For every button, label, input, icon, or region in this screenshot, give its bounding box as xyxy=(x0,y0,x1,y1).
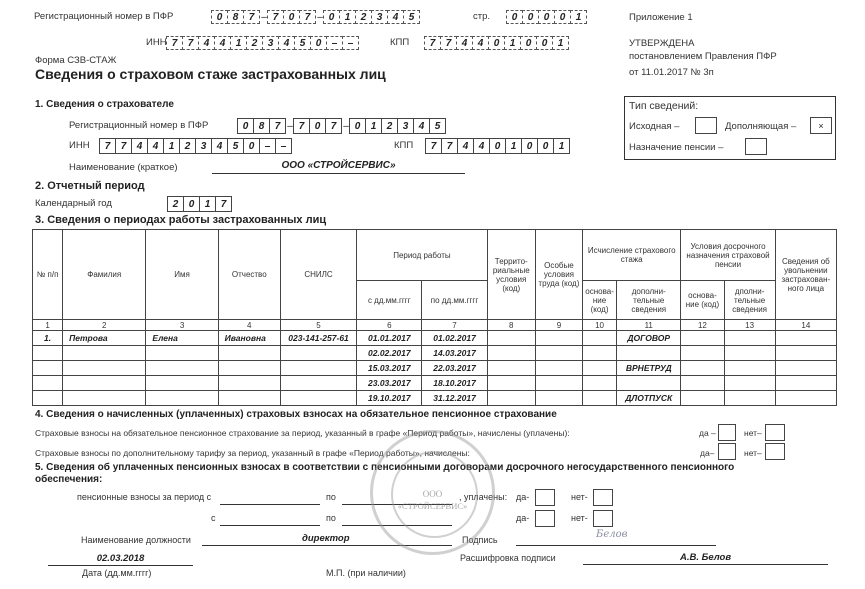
cell-c12[interactable] xyxy=(681,346,724,361)
th-num: № п/п xyxy=(33,230,63,320)
header-inn-cell[interactable]: – xyxy=(326,36,343,50)
header-inn-cell[interactable]: 7 xyxy=(182,36,199,50)
header-inn-cell[interactable]: 3 xyxy=(262,36,279,50)
th-early-basis: основа-ние (код) xyxy=(681,281,724,320)
column-number: 12 xyxy=(681,320,724,331)
cell-c9[interactable] xyxy=(535,361,582,376)
cell-num[interactable] xyxy=(33,391,63,406)
cell-c12[interactable] xyxy=(681,331,724,346)
page-number-cell[interactable]: 0 xyxy=(538,10,555,24)
year-cells[interactable] xyxy=(168,196,232,212)
cell-c12[interactable] xyxy=(681,361,724,376)
cell-snils[interactable] xyxy=(280,376,356,391)
s1-name-value: ООО «СТРОЙСЕРВИС» xyxy=(281,160,396,171)
table-row xyxy=(33,331,837,346)
header-reg-cell[interactable]: 2 xyxy=(355,10,372,24)
header-reg-cell[interactable]: 0 xyxy=(323,10,340,24)
header-kpp-cell[interactable]: 0 xyxy=(520,36,537,50)
cell-c9[interactable] xyxy=(535,331,582,346)
section5-title-cont: обеспечения: xyxy=(35,474,103,485)
header-inn-cell[interactable]: 4 xyxy=(278,36,295,50)
header-inn-cell[interactable]: 5 xyxy=(294,36,311,50)
column-number: 9 xyxy=(535,320,582,331)
cell-c14[interactable] xyxy=(775,361,836,376)
header-kpp-cell[interactable]: 0 xyxy=(536,36,553,50)
cell-to[interactable]: 14.03.2017 xyxy=(422,346,487,361)
separator-dash: – xyxy=(343,120,349,132)
header-reg-cell[interactable]: 7 xyxy=(267,10,284,24)
th-early-extra: дполни-тельные сведения xyxy=(724,281,775,320)
s5-yes1-label: да- xyxy=(516,492,530,502)
th-special: Особые условия труда (код) xyxy=(535,230,582,320)
info-type-title: Тип сведений: xyxy=(629,100,699,112)
th-snils: СНИЛС xyxy=(280,230,356,320)
cell-num[interactable] xyxy=(33,376,63,391)
cell-c12[interactable] xyxy=(681,391,724,406)
approved-date: от 11.01.2017 № 3п xyxy=(629,67,714,78)
pension-label: Назначение пенсии – xyxy=(629,142,724,153)
header-kpp-cell[interactable]: 1 xyxy=(552,36,569,50)
cell-c9[interactable] xyxy=(535,391,582,406)
header-inn-cell[interactable]: 7 xyxy=(166,36,183,50)
separator-dash: – xyxy=(317,11,323,23)
column-number: 11 xyxy=(617,320,681,331)
separator-dash: – xyxy=(287,120,293,132)
column-number: 6 xyxy=(357,320,422,331)
column-number: 10 xyxy=(583,320,617,331)
column-number: 4 xyxy=(218,320,280,331)
s1-reg-cell[interactable]: 0 xyxy=(349,118,366,134)
th-calc-basis: основа-ние (код) xyxy=(583,281,617,320)
s5-from1-field[interactable] xyxy=(220,493,320,505)
s1-reg-cell[interactable]: 1 xyxy=(365,118,382,134)
section4-title: 4. Сведения о начисленных (уплаченных) страховых взносах на обязательное пенсионное страхование xyxy=(35,409,557,420)
stamp-line2: «СТРОЙСЕРВИС» xyxy=(397,501,468,511)
s1-inn-cell[interactable]: – xyxy=(275,138,292,154)
cell-c10[interactable] xyxy=(583,346,617,361)
header-inn-cell[interactable]: 4 xyxy=(198,36,215,50)
cell-c11[interactable]: ДОГОВОР xyxy=(617,331,681,346)
cell-c9[interactable] xyxy=(535,376,582,391)
cell-snils[interactable] xyxy=(280,391,356,406)
header-inn-cell[interactable]: 4 xyxy=(214,36,231,50)
s5-no2-checkbox[interactable] xyxy=(593,510,613,527)
date-label: Дата (дд.мм.гггг) xyxy=(82,568,152,578)
form-name: Форма СЗВ-СТАЖ xyxy=(35,55,117,66)
header-kpp-cell[interactable]: 7 xyxy=(424,36,441,50)
s5-from2-label: с xyxy=(211,513,216,523)
date-value: 02.03.2018 xyxy=(96,553,145,564)
s1-inn-cell[interactable]: 2 xyxy=(179,138,196,154)
cell-c13[interactable] xyxy=(724,331,775,346)
initial-label: Исходная – xyxy=(629,121,680,132)
cell-c14[interactable] xyxy=(775,391,836,406)
s1-kpp-cell[interactable]: 1 xyxy=(553,138,570,154)
column-number: 8 xyxy=(487,320,535,331)
cell-name[interactable] xyxy=(146,391,218,406)
s5-paid-label: , уплачены: xyxy=(459,492,508,502)
cell-surname[interactable] xyxy=(63,346,146,361)
header-reg-cell[interactable]: 5 xyxy=(403,10,420,24)
header-reg-cell[interactable]: 8 xyxy=(227,10,244,24)
th-name: Имя xyxy=(146,230,218,320)
section5-title: 5. Сведения об уплаченных пенсионных взносах в соответствии с пенсионными договорами досрочного негосударственного пенсионного xyxy=(35,462,735,473)
table-row xyxy=(33,376,837,391)
s1-name-label: Наименование (краткое) xyxy=(69,162,178,173)
seal-label: М.П. (при наличии) xyxy=(326,568,406,578)
cell-c11[interactable] xyxy=(617,346,681,361)
cell-patronymic[interactable] xyxy=(218,391,280,406)
position-value: директор xyxy=(302,533,350,544)
s1-reg-cell[interactable]: 7 xyxy=(293,118,310,134)
s1-inn-cell[interactable]: 7 xyxy=(115,138,132,154)
s1-inn-cell[interactable]: – xyxy=(259,138,276,154)
s4-yes1-checkbox[interactable] xyxy=(718,424,736,441)
s5-to2-label: по xyxy=(326,513,336,523)
s4-yes2-checkbox[interactable] xyxy=(718,443,736,460)
s5-yes2-label: да- xyxy=(516,513,530,523)
page-number-cell[interactable]: 0 xyxy=(506,10,523,24)
cell-surname[interactable] xyxy=(63,391,146,406)
s4-no1-checkbox[interactable] xyxy=(765,424,785,441)
cell-from[interactable]: 19.10.2017 xyxy=(357,391,422,406)
th-dismissal: Сведения об увольнении застрахован-ного лица xyxy=(775,230,836,320)
cell-patronymic[interactable]: Ивановна xyxy=(218,331,280,346)
cell-name[interactable] xyxy=(146,376,218,391)
cell-c10[interactable] xyxy=(583,391,617,406)
cell-c8[interactable] xyxy=(487,361,535,376)
page-number-cell[interactable]: 1 xyxy=(570,10,587,24)
company-stamp xyxy=(370,430,495,555)
s5-to1-label: по xyxy=(326,492,336,502)
cell-to[interactable]: 01.02.2017 xyxy=(422,331,487,346)
s1-inn-cell[interactable]: 7 xyxy=(99,138,116,154)
cell-c9[interactable] xyxy=(535,346,582,361)
s1-reg-cell[interactable]: 2 xyxy=(381,118,398,134)
s1-kpp-cell[interactable]: 0 xyxy=(489,138,506,154)
cell-from[interactable]: 15.03.2017 xyxy=(357,361,422,376)
column-number: 13 xyxy=(724,320,775,331)
s1-kpp-cell[interactable]: 4 xyxy=(457,138,474,154)
kpp-label: КПП xyxy=(390,37,410,48)
work-periods-table xyxy=(32,229,837,406)
page-number-cells[interactable] xyxy=(507,10,587,24)
cell-c12[interactable] xyxy=(681,376,724,391)
cell-num[interactable]: 1. xyxy=(33,331,63,346)
date-field[interactable] xyxy=(48,553,193,566)
section2-title: 2. Отчетный период xyxy=(35,180,145,192)
cell-c14[interactable] xyxy=(775,346,836,361)
header-kpp-cell[interactable]: 1 xyxy=(504,36,521,50)
cell-name[interactable] xyxy=(146,361,218,376)
year-label: Календарный год xyxy=(35,198,112,209)
cell-snils[interactable] xyxy=(280,346,356,361)
s5-yes2-checkbox[interactable] xyxy=(535,510,555,527)
s1-reg-cell[interactable]: 0 xyxy=(237,118,254,134)
decode-value: А.В. Белов xyxy=(680,552,732,563)
cell-surname[interactable] xyxy=(63,361,146,376)
s1-inn-cells[interactable] xyxy=(100,138,292,154)
cell-num[interactable] xyxy=(33,361,63,376)
cell-c8[interactable] xyxy=(487,376,535,391)
s4-yes1-label: да – xyxy=(699,428,716,438)
s5-from2-field[interactable] xyxy=(220,514,320,526)
additional-label: Дополняющая – xyxy=(725,121,797,132)
cell-patronymic[interactable] xyxy=(218,376,280,391)
initial-checkbox[interactable] xyxy=(695,117,717,134)
header-reg-cell[interactable]: 7 xyxy=(243,10,260,24)
header-reg-number-cells[interactable] xyxy=(212,10,420,24)
header-kpp-cells[interactable] xyxy=(425,36,569,50)
cell-from[interactable]: 23.03.2017 xyxy=(357,376,422,391)
additional-mark: × xyxy=(818,120,824,131)
cell-snils[interactable] xyxy=(280,361,356,376)
cell-num[interactable] xyxy=(33,346,63,361)
inn-label: ИНН xyxy=(146,37,167,48)
header-reg-cell[interactable]: 3 xyxy=(371,10,388,24)
th-early: Условия досрочного назначения страховой пенсии xyxy=(681,230,775,281)
cell-to[interactable]: 22.03.2017 xyxy=(422,361,487,376)
s1-inn-cell[interactable]: 4 xyxy=(131,138,148,154)
th-territorial: Террито-риальные условия (код) xyxy=(487,230,535,320)
th-patronymic: Отчество xyxy=(218,230,280,320)
s1-inn-cell[interactable]: 5 xyxy=(227,138,244,154)
info-type-panel xyxy=(624,96,836,160)
header-inn-cell[interactable]: 1 xyxy=(230,36,247,50)
th-period-from: с дд.мм.гггг xyxy=(357,281,422,320)
s1-inn-cell[interactable]: 4 xyxy=(147,138,164,154)
cell-c8[interactable] xyxy=(487,346,535,361)
cell-c13[interactable] xyxy=(724,346,775,361)
column-number: 14 xyxy=(775,320,836,331)
s1-reg-cell[interactable]: 0 xyxy=(309,118,326,134)
decode-field[interactable] xyxy=(583,552,828,565)
cell-to[interactable]: 18.10.2017 xyxy=(422,376,487,391)
stamp-line1: ООО xyxy=(422,489,443,499)
page-title: Сведения о страховом стаже застрахованных лиц xyxy=(35,66,386,82)
page-number-cell[interactable]: 0 xyxy=(522,10,539,24)
header-reg-cell[interactable]: 4 xyxy=(387,10,404,24)
signature-field[interactable] xyxy=(516,529,716,546)
header-reg-cell[interactable]: 0 xyxy=(283,10,300,24)
s4-no2-checkbox[interactable] xyxy=(765,443,785,460)
th-calc-extra: дополни-тельные сведения xyxy=(617,281,681,320)
header-inn-cells[interactable] xyxy=(167,36,359,50)
s5-yes1-checkbox[interactable] xyxy=(535,489,555,506)
approved-label: УТВЕРЖДЕНА xyxy=(629,38,695,49)
header-inn-cell[interactable]: 0 xyxy=(310,36,327,50)
cell-c13[interactable] xyxy=(724,391,775,406)
cell-c11[interactable]: ВРНЕТРУД xyxy=(617,361,681,376)
column-numbers-row xyxy=(33,320,837,331)
s1-kpp-label: КПП xyxy=(394,140,414,151)
header-reg-cell[interactable]: 7 xyxy=(299,10,316,24)
column-number: 3 xyxy=(146,320,218,331)
year-cell[interactable]: 0 xyxy=(183,196,200,212)
column-number: 1 xyxy=(33,320,63,331)
additional-checkbox[interactable] xyxy=(810,117,832,134)
cell-c11[interactable] xyxy=(617,376,681,391)
header-kpp-cell[interactable]: 4 xyxy=(456,36,473,50)
cell-c13[interactable] xyxy=(724,361,775,376)
column-number: 2 xyxy=(63,320,146,331)
s1-reg-label: Регистрационный номер в ПФР xyxy=(69,120,209,131)
pension-checkbox[interactable] xyxy=(745,138,767,155)
section3-title: 3. Сведения о периодах работы застрахованных лиц xyxy=(35,214,327,226)
s1-kpp-cells[interactable] xyxy=(426,138,570,154)
s1-reg-cell[interactable]: 5 xyxy=(429,118,446,134)
s4-no2-label: нет– xyxy=(744,448,762,458)
th-calc: Исчисление страхового стажа xyxy=(583,230,681,281)
s5-no1-checkbox[interactable] xyxy=(593,489,613,506)
th-period-to: по дд.мм.гггг xyxy=(422,281,487,320)
s1-kpp-cell[interactable]: 7 xyxy=(441,138,458,154)
cell-from[interactable]: 02.02.2017 xyxy=(357,346,422,361)
s5-period-label: пенсионные взносы за период с xyxy=(77,492,212,502)
s1-kpp-cell[interactable]: 0 xyxy=(537,138,554,154)
cell-surname[interactable] xyxy=(63,376,146,391)
th-period: Период работы xyxy=(357,230,487,281)
s1-kpp-cell[interactable]: 7 xyxy=(425,138,442,154)
cell-c14[interactable] xyxy=(775,376,836,391)
year-cell[interactable]: 2 xyxy=(167,196,184,212)
s1-name-field[interactable] xyxy=(212,160,465,174)
header-inn-cell[interactable]: 2 xyxy=(246,36,263,50)
position-label: Наименование должности xyxy=(81,535,191,545)
decode-label: Расшифровка подписи xyxy=(460,553,556,563)
s1-kpp-cell[interactable]: 0 xyxy=(521,138,538,154)
s1-reg-cell[interactable]: 3 xyxy=(397,118,414,134)
table-row xyxy=(33,391,837,406)
s1-inn-cell[interactable]: 1 xyxy=(163,138,180,154)
cell-patronymic[interactable] xyxy=(218,346,280,361)
s1-kpp-cell[interactable]: 4 xyxy=(473,138,490,154)
cell-c13[interactable] xyxy=(724,376,775,391)
header-reg-cell[interactable]: 1 xyxy=(339,10,356,24)
sign-label: Подпись xyxy=(462,535,498,545)
cell-snils[interactable]: 023-141-257-61 xyxy=(280,331,356,346)
cell-c10[interactable] xyxy=(583,361,617,376)
approved-by: постановлением Правления ПФР xyxy=(629,51,777,62)
header-kpp-cell[interactable]: 4 xyxy=(472,36,489,50)
year-cell[interactable]: 7 xyxy=(215,196,232,212)
s1-reg-cell[interactable]: 7 xyxy=(325,118,342,134)
s4-line1: Страховые взносы на обязательное пенсионное страхование за период, указанный в графе «Период работы», начислены (уплачены): xyxy=(35,428,570,438)
s1-inn-cell[interactable]: 0 xyxy=(243,138,260,154)
cell-name[interactable]: Елена xyxy=(146,331,218,346)
s1-reg-cell[interactable]: 4 xyxy=(413,118,430,134)
s4-line2: Страховые взносы по дополнительному тарифу за период, указанный в графе «Период работы», начислены: xyxy=(35,448,470,458)
header-inn-cell[interactable]: – xyxy=(342,36,359,50)
cell-c11[interactable]: ДЛОТПУСК xyxy=(617,391,681,406)
th-surname: Фамилия xyxy=(63,230,146,320)
separator-dash: – xyxy=(261,11,267,23)
page-number-cell[interactable]: 0 xyxy=(554,10,571,24)
cell-c10[interactable] xyxy=(583,331,617,346)
cell-c8[interactable] xyxy=(487,391,535,406)
s1-reg-cell[interactable]: 8 xyxy=(253,118,270,134)
header-kpp-cell[interactable]: 7 xyxy=(440,36,457,50)
handwritten-signature: Белов xyxy=(596,529,628,540)
cell-surname[interactable]: Петрова xyxy=(63,331,146,346)
table-row xyxy=(33,361,837,376)
s1-reg-cell[interactable]: 7 xyxy=(269,118,286,134)
reg-number-label: Регистрационный номер в ПФР xyxy=(34,11,174,22)
s4-yes2-label: да– xyxy=(700,448,715,458)
header-reg-cell[interactable]: 0 xyxy=(211,10,228,24)
s1-inn-cell[interactable]: 4 xyxy=(211,138,228,154)
cell-from[interactable]: 01.01.2017 xyxy=(357,331,422,346)
section1-title: 1. Сведения о страхователе xyxy=(35,99,174,110)
cell-name[interactable] xyxy=(146,346,218,361)
cell-c14[interactable] xyxy=(775,331,836,346)
column-number: 5 xyxy=(280,320,356,331)
s5-no1-label: нет- xyxy=(571,492,588,502)
column-number: 7 xyxy=(422,320,487,331)
s1-inn-cell[interactable]: 3 xyxy=(195,138,212,154)
header-kpp-cell[interactable]: 0 xyxy=(488,36,505,50)
s4-no1-label: нет– xyxy=(744,428,762,438)
cell-patronymic[interactable] xyxy=(218,361,280,376)
page-label: стр. xyxy=(473,11,491,22)
table-row xyxy=(33,346,837,361)
cell-c8[interactable] xyxy=(487,331,535,346)
cell-c10[interactable] xyxy=(583,376,617,391)
year-cell[interactable]: 1 xyxy=(199,196,216,212)
s5-no2-label: нет- xyxy=(571,513,588,523)
s1-inn-label: ИНН xyxy=(69,140,90,151)
cell-to[interactable]: 31.12.2017 xyxy=(422,391,487,406)
s1-kpp-cell[interactable]: 1 xyxy=(505,138,522,154)
appendix-label: Приложение 1 xyxy=(629,12,693,23)
s1-reg-number-cells[interactable] xyxy=(238,118,446,134)
